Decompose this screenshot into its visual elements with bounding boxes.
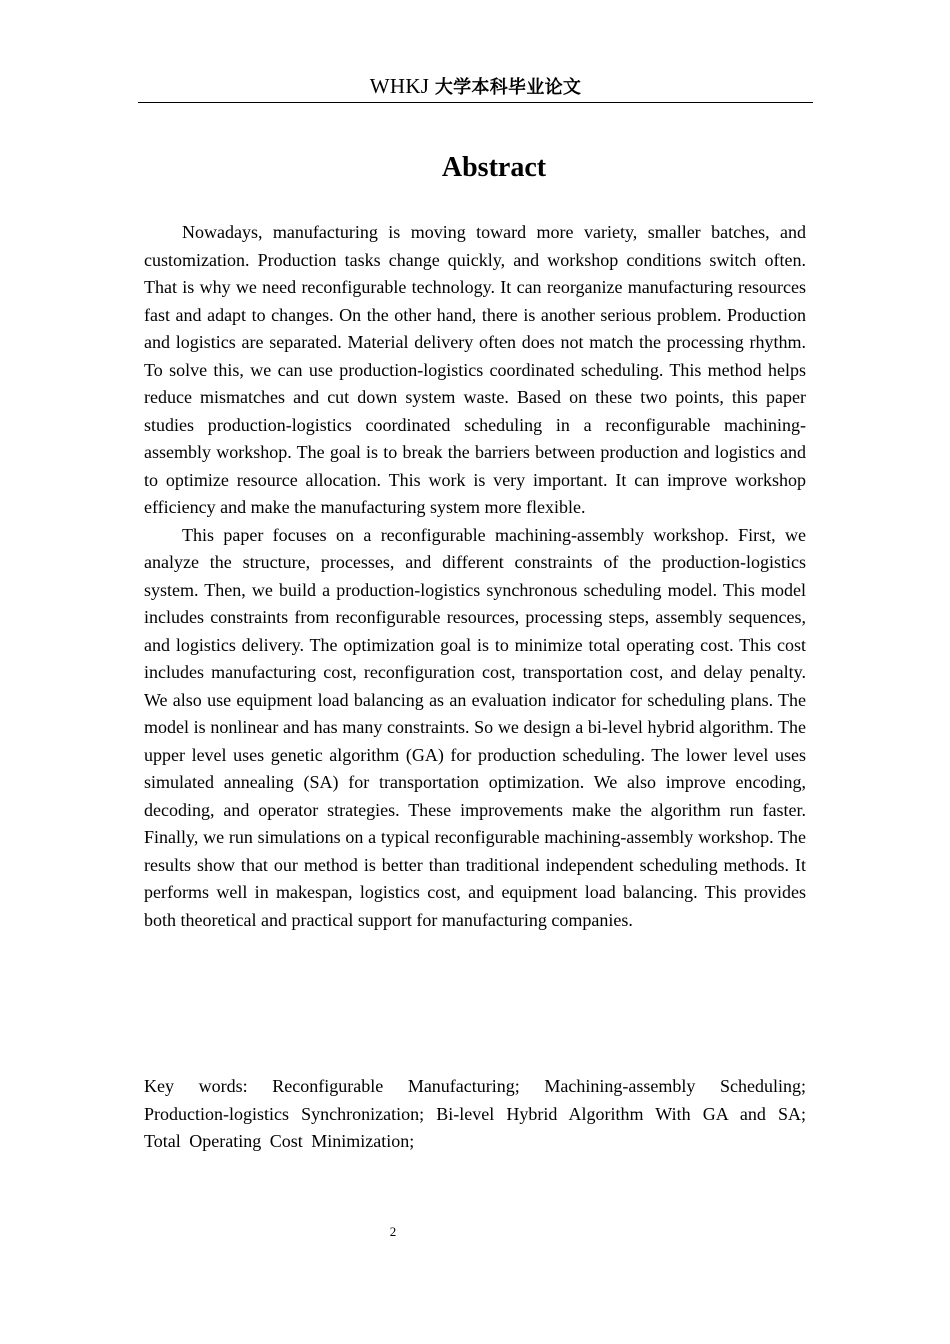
abstract-paragraph-1: Nowadays, manufacturing is moving toward more variety, smaller batches, and customization. Production tasks change quickly, and workshop conditions switch often. That is why we need reconfigurable technology. It can reorganize manufacturing resources fast and adapt to changes. On the other hand, there is another serious problem. Production and logistics are separated. Material delivery often does not match the processing rhythm. To solve this, we can use production-logistics coordinated scheduling. This method helps reduce mismatches and cut down system waste. Based on these two points, this paper studies production-logistics coordinated scheduling in a reconfigurable machining-assembly workshop. The goal is to break the barriers between production and logistics and to optimize resource allocation. This work is very important. It can improve workshop efficiency and make the manufacturing system more flexible. — [144, 222, 806, 517]
header-title-cn: 大学本科毕业论文 — [434, 77, 582, 98]
page-number: 2 — [389, 1224, 397, 1239]
abstract-title: Abstract — [441, 152, 547, 183]
abstract-paragraph-2: This paper focuses on a reconfigurable machining-assembly workshop. First, we analyze the structure, processes, and different constraints of the production-logistics system. Then, we build a production-logistics synchronous scheduling model. This model includes constraints from reconfigurable resources, processing steps, assembly sequences, and logistics delivery. The optimization goal is to minimize total operating cost. This cost includes manufacturing cost, reconfiguration cost, transportation cost, and delay penalty. We also use equipment load balancing as an evaluation indicator for scheduling plans. The model is nonlinear and has many constraints. So we design a bi-level hybrid algorithm. The upper level uses genetic algorithm (GA) for production scheduling. The lower level uses simulated annealing (SA) for transportation optimization. We also improve encoding, decoding, and operator strategies. These improvements make the algorithm run faster. Finally, we run simulations on a typical reconfigurable machining-assembly workshop. The results show that our method is better than traditional independent scheduling methods. It performs well in makespan, logistics cost, and equipment load balancing. This provides both theoretical and practical support for manufacturing companies. — [144, 524, 806, 930]
abstract-body — [144, 219, 806, 934]
header-prefix: WHKJ — [369, 74, 435, 98]
running-header — [138, 72, 813, 103]
keywords: Key words: Reconfigurable Manufacturing; Machining-assembly Scheduling; Production-logistics Synchronization; Bi-level Hybrid Algorithm With GA and SA; Total Operating Cost Minimization; — [144, 1076, 806, 1151]
